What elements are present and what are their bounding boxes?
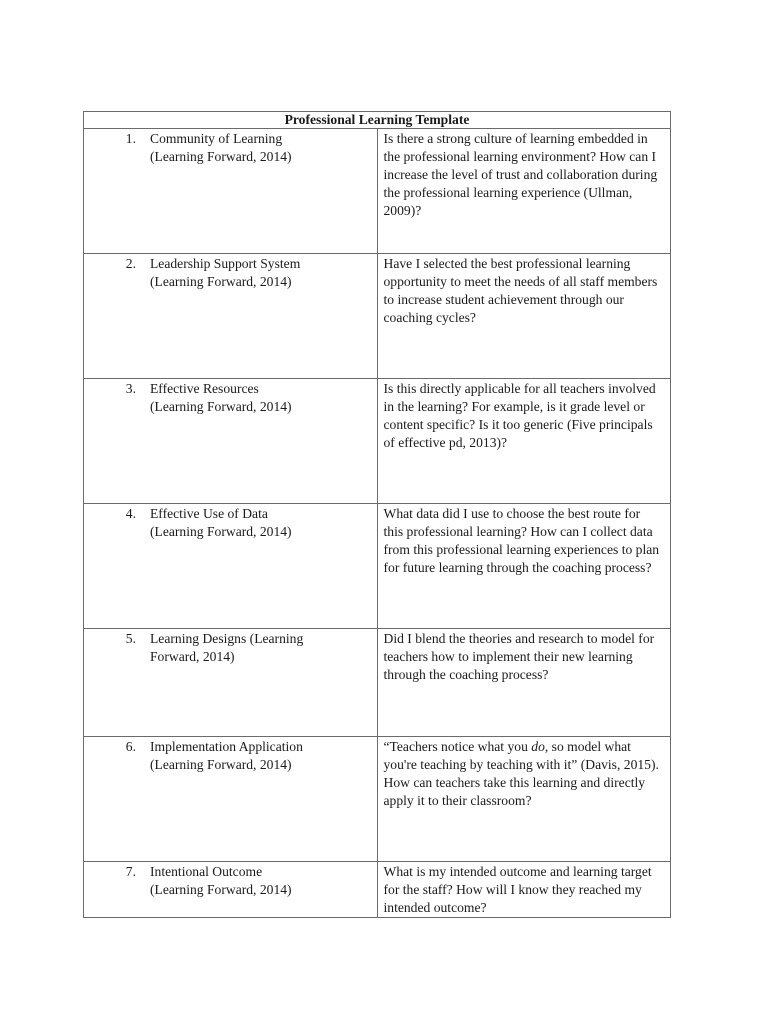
- standard-cell: [84, 629, 378, 737]
- item-number: 7.: [125, 864, 136, 879]
- standard-cell: [84, 737, 378, 862]
- standard-cell: [84, 129, 378, 254]
- reflection-question: Is this directly applicable for all teachers involved in the learning? For example, is it grade level or content specific? Is it too generic (Five principals of effective pd, 2013)?: [383, 381, 656, 450]
- reflection-question: Is there a strong culture of learning embedded in the professional learning environment? How can I increase the level of trust and collaboration during the professional learning experience (Ullman, 2009)?: [383, 131, 658, 218]
- reflection-question: What is my intended outcome and learning target for the staff? How will I know they reached my intended outcome?: [383, 864, 652, 915]
- question-cell: [377, 504, 671, 629]
- question-cell: [377, 629, 671, 737]
- quote-part-2: , so model what you're teaching by teaching with it” (Davis, 2015). How can teachers take this learning and directly apply it to their classroom?: [383, 739, 659, 808]
- reflection-question: What data did I use to choose the best route for this professional learning? How can I collect data from this professional learning experiences to plan for future learning through the coaching process?: [383, 506, 660, 575]
- standard-cell: [84, 254, 378, 379]
- table-row: [84, 379, 671, 504]
- standard-title: Effective Use of Data: [150, 506, 268, 521]
- standard-title: Leadership Support System: [150, 256, 301, 271]
- standard-cell: [84, 862, 378, 918]
- standard-citation: Forward, 2014): [150, 649, 235, 664]
- quote-part-1: “Teachers notice what you: [383, 739, 532, 754]
- standard-citation: (Learning Forward, 2014): [150, 882, 292, 897]
- item-number: 6.: [125, 739, 136, 754]
- table-row: [84, 629, 671, 737]
- item-number: 4.: [125, 506, 136, 521]
- table-row: [84, 504, 671, 629]
- table-row: [84, 737, 671, 862]
- standard-citation: (Learning Forward, 2014): [150, 274, 292, 289]
- standard-citation: (Learning Forward, 2014): [150, 399, 292, 414]
- table-row: [84, 254, 671, 379]
- item-number: 5.: [125, 631, 136, 646]
- reflection-question: Did I blend the theories and research to model for teachers how to implement their new learning through the coaching process?: [383, 631, 655, 682]
- item-number: 1.: [125, 131, 136, 146]
- standard-title: Effective Resources: [150, 381, 259, 396]
- item-number: 2.: [125, 256, 136, 271]
- standard-title: Community of Learning: [150, 131, 283, 146]
- table-title: Professional Learning Template: [84, 112, 671, 129]
- table-row: [84, 129, 671, 254]
- item-number: 3.: [125, 381, 136, 396]
- question-cell: [377, 737, 671, 862]
- question-cell: [377, 129, 671, 254]
- question-cell: [377, 254, 671, 379]
- reflection-question: [378, 737, 671, 810]
- standard-citation: (Learning Forward, 2014): [150, 524, 292, 539]
- standard-cell: [84, 504, 378, 629]
- standard-title: Learning Designs (Learning: [150, 631, 304, 646]
- standard-title: Implementation Application: [150, 739, 303, 754]
- table-row: [84, 862, 671, 918]
- question-cell: [377, 862, 671, 918]
- standard-title: Intentional Outcome: [150, 864, 263, 879]
- standard-citation: (Learning Forward, 2014): [150, 757, 292, 772]
- reflection-question: Have I selected the best professional learning opportunity to meet the needs of all staff members to increase student achievement through our coaching cycles?: [383, 256, 658, 325]
- professional-learning-table: [83, 111, 671, 918]
- standard-citation: (Learning Forward, 2014): [150, 149, 292, 164]
- quote-emphasis: do: [531, 739, 545, 754]
- question-cell: [377, 379, 671, 504]
- standard-cell: [84, 379, 378, 504]
- table-title-row: [84, 112, 671, 129]
